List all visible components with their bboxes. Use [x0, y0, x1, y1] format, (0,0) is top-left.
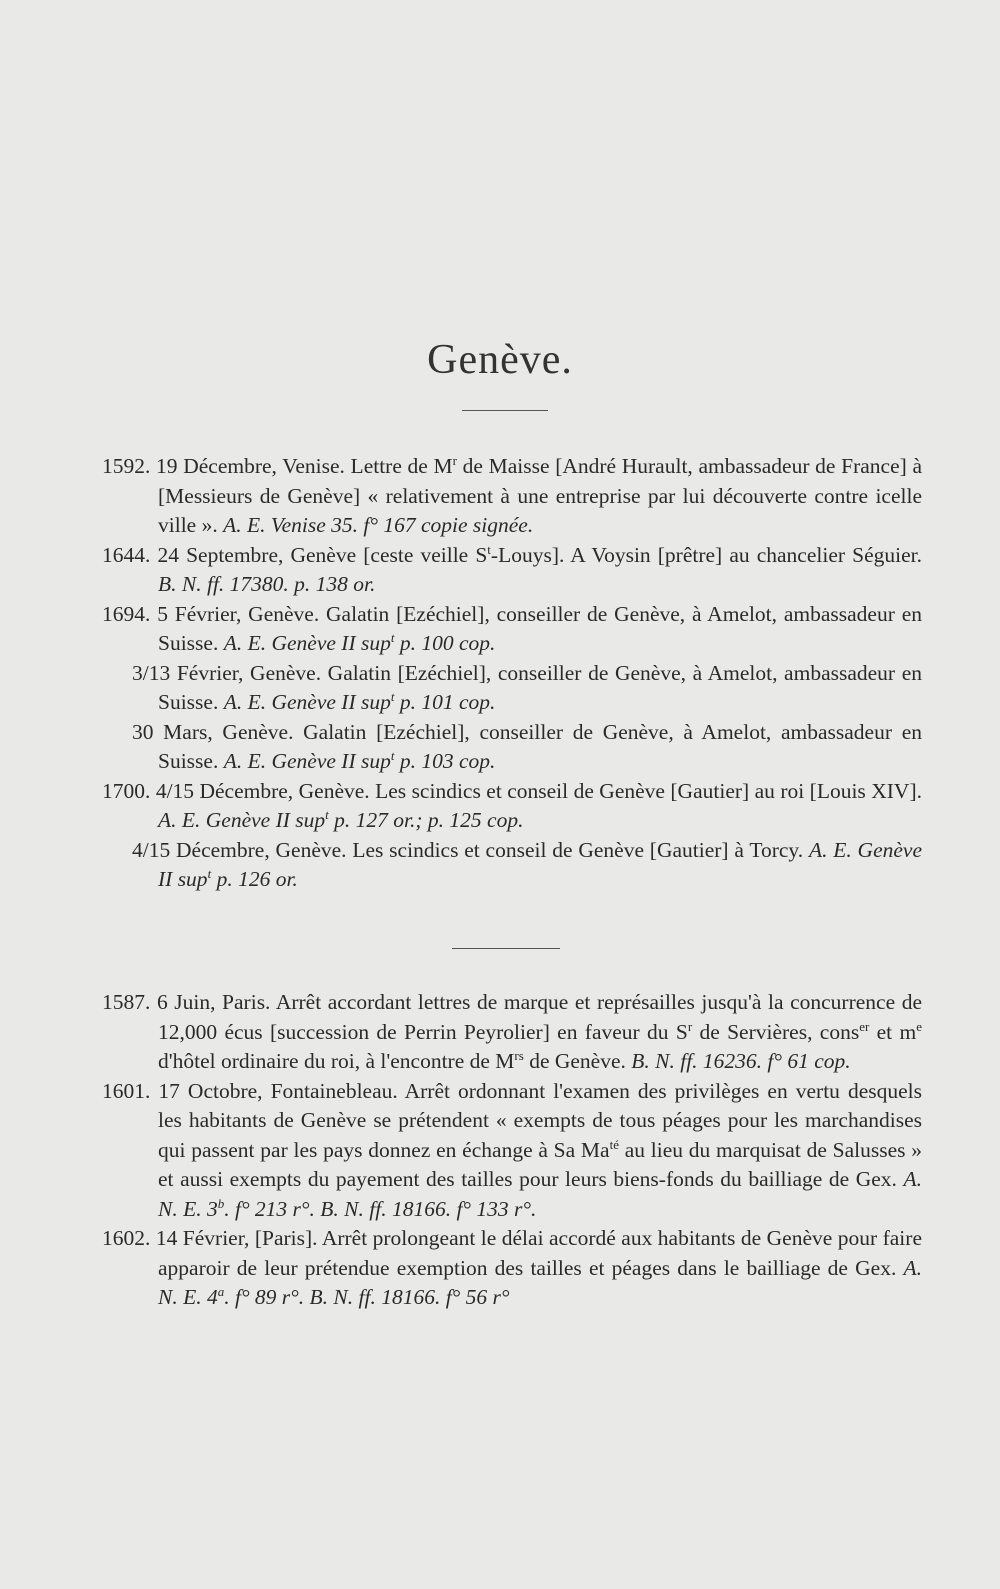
archive-reference: B. N. ff. 16236. f° 61 cop. [631, 1049, 851, 1073]
entry-1592: 1592. 19 Décembre, Venise. Lettre de $M^r$ de Maisse [André Hurault, ambassadeur de France] à [Messieurs de Genève] « relativement à une entreprise par lui découverte contre icelle ville ». A. E. Venise 35. f° 167 copie signée. [102, 452, 923, 537]
entry-1694-0313: 3/13 Février, Genève. Galatin [Ezéchiel], conseiller de Genève, à Amelot, ambassadeur en Suisse. A. E. Genève II sup$^t$ p. 101 cop. [132, 660, 922, 714]
archive-reference: A. N. E. 4$^a$. f° 89 r°. B. N. ff. 18166. f° 56 r° [158, 1255, 922, 1309]
archive-reference: A. E. Genève II sup$^t$ p. 101 cop. [223, 688, 496, 714]
entry-1694: 1694. 5 Février, Genève. Galatin [Ezéchiel], conseiller de Genève, à Amelot, ambassadeur en Suisse. A. E. Genève II sup$^t$ p. 100 cop. [102, 601, 922, 655]
archive-reference: A. E. Venise 35. f° 167 copie signée. [223, 513, 534, 537]
entry-1601: 1601. 17 Octobre, Fontainebleau. Arrêt ordonnant l'examen des privilèges en vertu desquels les habitants de Genève se prétendent « exempts de tous péages pour les marchandises qui passent par les pays donnez en échange à Sa $Ma^{té}$ au lieu du marquisat de Salusses » et aussi exempts du payement des tailles pour leurs biens-fonds du bailliage de Gex. A. N. E. 3$^b$. f° 213 r°. B. N. ff. 18166. f° 133 r°. [102, 1078, 922, 1221]
archive-reference: A. N. E. 3$^b$. f° 213 r°. B. N. ff. 18166. f° 133 r°. [158, 1167, 922, 1221]
entry-1700: 1700. 4/15 Décembre, Genève. Les scindics et conseil de Genève [Gautier] au roi [Louis XIV]. A. E. Genève II sup$^t$ p. 127 or.; p. 125 cop. [102, 778, 922, 832]
section-geneve-arrets [102, 988, 922, 1313]
page-title: Genève. [427, 337, 573, 383]
archive-reference: A. E. Genève II sup$^t$ p. 127 or.; p. 125 cop. [158, 806, 524, 832]
entry-1602: 1602. 14 Février, [Paris]. Arrêt prolongeant le délai accordé aux habitants de Genève pour faire apparoir de leur prétendue exemption des tailles et péages dans le bailliage de Gex. A. N. E. 4$^a$. f° 89 r°. B. N. ff. 18166. f° 56 r° [102, 1226, 922, 1309]
archive-reference: B. N. ff. 17380. p. 138 or. [158, 572, 376, 596]
section-divider [452, 948, 560, 949]
archive-reference: A. E. Genève II sup$^t$ p. 126 or. [158, 837, 922, 891]
entry-1644: 1644. 24 Septembre, Genève [ceste veille $S^t-Louys$]. A Voysin [prêtre] au chancelier Séguier. B. N. ff. 17380. p. 138 or. [102, 541, 922, 596]
title-rule [462, 410, 548, 411]
archive-reference: A. E. Genève II sup$^t$ p. 103 cop. [223, 747, 496, 773]
entry-1587: 1587. 6 Juin, Paris. Arrêt accordant lettres de marque et représailles jusqu'à la concurrence de 12,000 écus [succession de Perrin Peyrolier] en faveur du $S^r$ de Servières, cons$^{er}$ et $m^e$ d'hôtel ordinaire du roi, à l'encontre de $M^{rs}$ de Genève. B. N. ff. 16236. f° 61 cop. [102, 990, 922, 1073]
section-geneve-letters [102, 452, 922, 895]
archive-reference: A. E. Genève II sup$^t$ p. 100 cop. [223, 629, 496, 655]
entry-1700-torcy: 4/15 Décembre, Genève. Les scindics et conseil de Genève [Gautier] à Torcy. A. E. Genève II sup$^t$ p. 126 or. [132, 837, 922, 891]
entry-1694-0330: 30 Mars, Genève. Galatin [Ezéchiel], conseiller de Genève, à Amelot, ambassadeur en Suisse. A. E. Genève II sup$^t$ p. 103 cop. [132, 719, 922, 773]
